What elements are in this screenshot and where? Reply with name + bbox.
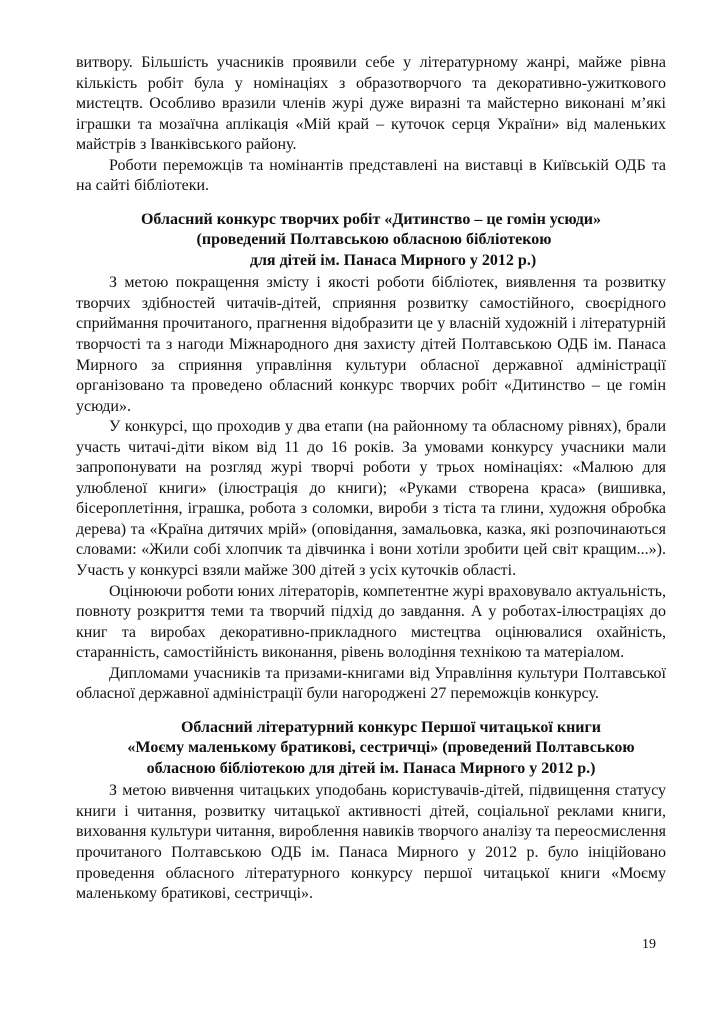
- section-1-heading-line: Обласний конкурс творчих робіт «Дитинство – це гомін усюди»: [140, 210, 602, 228]
- intro-paragraph: Роботи переможців та номінантів представлені на виставці в Київській ОДБ та на сайті бібліотеки.: [76, 156, 666, 195]
- section-1-paragraph: З метою покращення змісту і якості роботи бібліотек, виявлення та розвитку творчих здібностей читачів-дітей, сприяння розвитку самостійного, своєрідного сприймання прочитаного, прагнення відобразити це у власній художній і літературній творчості та з нагоди Міжнародного дня захисту дітей Полтавською ОДБ ім. Панаса Мирного за сприяння управління культури обласної державної адміністрації організовано та проведено обласний конкурс творчих робіт «Дитинство – це гомін усюди».: [76, 274, 666, 415]
- page-number: 19: [642, 937, 656, 952]
- section-2-heading-line: Обласний літературний конкурс Першої читацької книги: [180, 718, 602, 736]
- section-2-paragraph: З метою вивчення читацьких уподобань користувачів-дітей, підвищення статусу книги і читання, розвитку читацької активності дітей, соціальної реклами книги, виховання культури читання, вироблення навиків творчого аналізу та переосмислення прочитаного Полтавською ОДБ ім. Панаса Мирного у 2012 р. було ініційовано проведення обласного літературного конкурсу першої читацької книги «Моєму маленькому братикові, сестричці».: [76, 782, 666, 903]
- section-1-paragraph: У конкурсі, що проходив у два етапи (на районному та обласному рівнях), брали участь читачі-діти віком від 11 до 16 років. За умовами конкурсу учасники мали запропонувати на розгляд журі творчі роботи у трьох номінаціях: «Малюю для улюбленої книги» (ілюстрація до книги); «Руками створена краса» (вишивка, бісероплетіння, іграшка, робота з соломки, вироби з тіста та глини, художня обробка дерева) та «Країна дитячих мрій» (оповідання, замальовка, казка, які розпочинаються словами: «Жили собі хлопчик та дівчинка і вони хотіли зробити цей світ кращим...»). Участь у конкурсі взяли майже 300 дітей з усіх куточків області.: [76, 418, 666, 579]
- intro-paragraph-continued: витвору. Більшість учасників проявили себе у літературному жанрі, майже рівна кількість робіт була у номінаціях з образотворчого та декоративно-ужиткового мистецтв. Особливо вразили членів журі дуже виразні та майстерно виконані м’які іграшки та мозаїчна аплікація «Мій край – куточок серця України» від маленьких майстрів з Іванківського району.: [76, 54, 666, 154]
- section-1-heading-line: для дітей ім. Панаса Мирного у 2012 р.): [249, 251, 537, 269]
- page-content: [76, 53, 666, 905]
- section-1-heading: [76, 210, 666, 272]
- section-1-paragraph: Дипломами учасників та призами-книгами від Управління культури Полтавської обласної державної адміністрації були нагороджені 27 переможців конкурсу.: [76, 664, 666, 703]
- section-1-paragraph: Оцінюючи роботи юних літераторів, компетентне журі враховувало актуальність, повноту розкриття теми та творчий підхід до завдання. А у роботах-ілюстраціях до книг та виробах декоративно-прикладного мистецтва оцінювалися охайність, старанність, самостійність виконання, рівень володіння технікою та матеріалом.: [76, 582, 666, 662]
- section-2-heading-line: обласною бібліотекою для дітей ім. Панаса Мирного у 2012 р.): [146, 759, 596, 777]
- section-1-heading-line: (проведений Полтавською обласною бібліотекою: [196, 231, 552, 249]
- section-2-heading: [76, 718, 666, 780]
- section-2-heading-line: «Моєму маленькому братикові, сестричці» (проведений Полтавською: [127, 739, 635, 757]
